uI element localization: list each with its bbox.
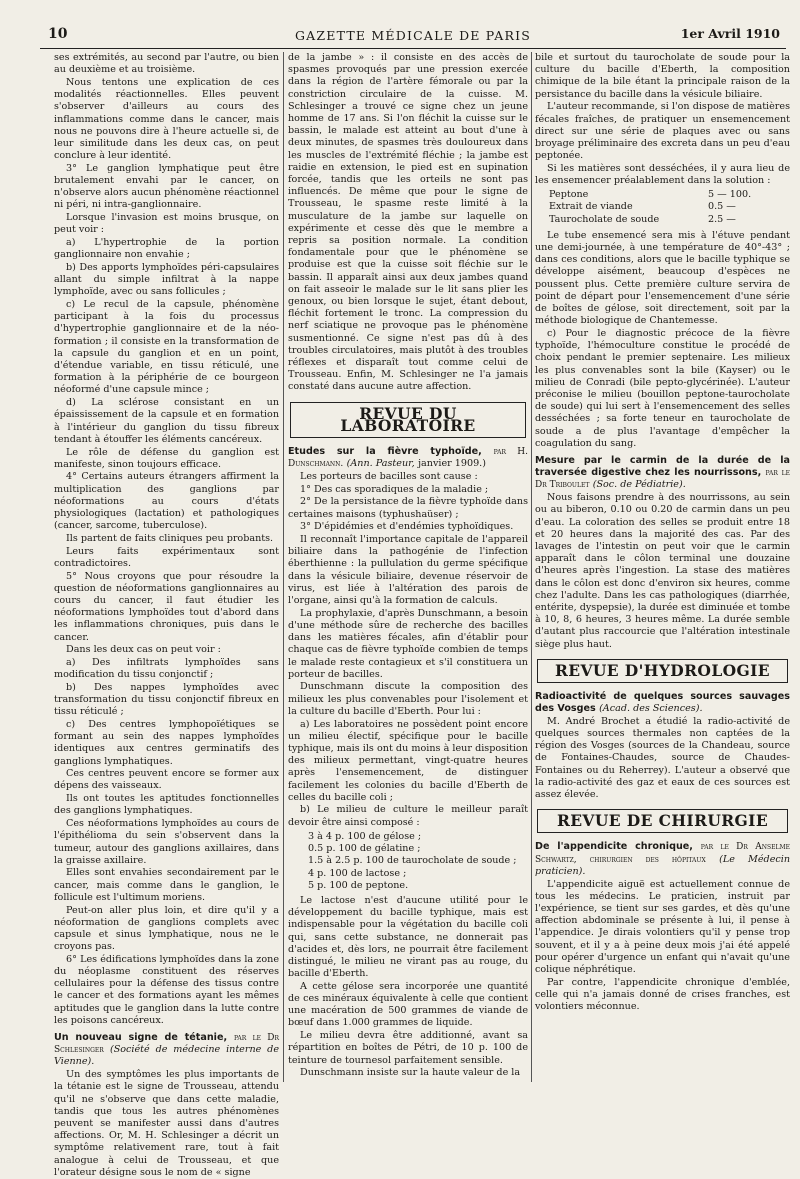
paragraph: Un des symptômes les plus importants de la tétanie est le signe de Trousseau, attendu qu'il ne s'observe que dans cette maladie, tandis que tous les autres phénomènes peuvent se manifester aussi dans d'autres affections. Or, M. H. Schlesinger a décrit un symptôme relativement rare, tout à fait analogue à celui de Trousseau, et que l'orateur désigne sous le nom de « signe [54,1069,279,1178]
ingredient-name: Peptone [549,189,589,201]
paragraph: 6° Les édifications lymphoïdes dans la zone du néoplasme constituent des réserves cellulaires pour la défense des tissus contre le cancer et des formations ayant les mêmes aptitudes que le ganglion dans la lutte contre les poisons cancéreux. [54,953,279,1026]
article-source: (Ann. Pasteur, [346,458,415,470]
article-author: par le Dr Schlesinger [54,1033,280,1056]
solution-table [549,189,754,226]
paragraph: A cette gélose sera incorporée une quantité de ces minéraux équivalente à celle que contient une macération de 500 grammes de viande de bœuf dans 1.000 grammes de liquide. [288,980,528,1029]
paragraph: 3° Le ganglion lymphatique peut être brutalement envahi par le cancer, on n'observe alors aucun phénomène réactionnel ni péri, ni intra-ganglionnaire. [54,162,279,211]
paragraph: d) La sclérose consistant en un épaississement de la capsule et en formation à l'intérieur du ganglion du tissu fibreux tendant à étouffer les éléments cancéreux. [54,397,279,445]
journal-title: GAZETTE MÉDICALE DE PARIS [294,28,532,43]
article-author: par H. Dunschmann. [288,447,528,470]
article-source: (Le Médecin praticien). [535,853,790,877]
column-divider [531,52,532,1082]
ingredient-name: Extrait de viande [549,201,633,213]
paragraph: Le rôle de défense du ganglion est manifeste, sinon toujours efficace. [54,446,279,470]
list-item: 0.5 p. 100 de gélatine ; [308,843,421,855]
paragraph: Dunschmann insiste sur la haute valeur de la [300,1067,521,1079]
ingredient-amount: 2.5 — [708,213,736,225]
paragraph: Il reconnaît l'importance capitale de l'appareil biliaire dans la pathogénie de l'infection éberthienne : la pullulation du germe spécifique dans la vésicule biliaire, devenue réservoir de virus, est liée à l'altération des parois de l'organe, ainsi qu'à la formation de calculs. [288,534,528,607]
paragraph: Le lactose n'est d'aucune utilité pour le développement du bacille typhique, mais est indispensable pour la végétation du bacille coli qui, sans cette substance, ne donnerait pas d'acides et, dès lors, ne pourrait être facilement distingué, le milieu ne virant pas au rouge, du bacille d'Eberth. [288,894,528,980]
paragraph: Elles sont envahies secondairement par le cancer, mais comme dans le ganglion, le follicule est l'ultimum moriens. [54,867,279,903]
header-rule [40,48,786,49]
paragraph: bile et surtout du taurocholate de soude pour la culture du bacille d'Eberth, la composition chimique de la bile étant la principale raison de la persistance du bacille dans la vésicule biliaire. [535,52,790,100]
section-title-laboratoire: REVUE DU LABORATOIRE [290,402,526,438]
ingredient-name: Taurocholate de soude [549,213,660,225]
paragraph: b) Le milieu de culture le meilleur paraît devoir être ainsi composé : [288,804,528,828]
ingredient-amount: 0.5 — [708,201,736,213]
article-heading [535,455,790,492]
article-title: Etudes sur la fièvre typhoïde, [288,446,482,458]
article-title: Mesure par le carmin de la durée de la traversée digestive chez les nourrissons, [535,455,790,479]
paragraph: 4° Certains auteurs étrangers affirment la multiplication des ganglions par néoformations au cours d'états physiologiques (lactation) et pathologiques (cancer, sarcome, tuberculose). [54,471,279,532]
paragraph: b) Des apports lymphoïdes péri-capsulaires allant du simple infiltrat à la nappe lymphoïde, avec ou sans follicules ; [54,261,279,298]
paragraph: 1° Des cas sporadiques de la maladie ; [300,483,489,495]
article-heading [54,1032,279,1069]
section-title-chirurgie: REVUE DE CHIRURGIE [537,809,788,833]
paragraph: Dans les deux cas on peut voir : [66,644,221,656]
paragraph: Par contre, l'appendicite chronique d'emblée, celle qui n'a jamais donné de crises franches, est volontiers méconnue. [535,976,790,1013]
paragraph: ses extrémités, au second par l'autre, ou bien au deuxième et au troisième. [54,52,279,76]
medium-composition-list [308,831,528,892]
table-row [549,201,754,213]
paragraph: Ces néoformations lymphoïdes au cours de l'épithélioma du sein s'observent dans la tumeur, autour des ganglions axillaires, dans la graisse axillaire. [54,818,279,866]
paragraph: 2° De la persistance de la fièvre typhoïde dans certaines maisons (typhushaüser) ; [288,496,528,520]
paragraph: c) Des centres lymphopoïétiques se formant au sein des nappes lymphoïdes identiques aux centres germinatifs des ganglions lymphatiques. [54,718,279,767]
article-heading [535,841,790,878]
paragraph: L'auteur recommande, si l'on dispose de matières fécales fraîches, de pratiquer un ensemencement direct sur une série de plaques avec ou sans broyage préliminaire des excreta dans un peu d'eau peptonée. [535,101,790,162]
list-item: 4 p. 100 de lactose ; [308,867,407,879]
table-row [549,214,754,226]
paragraph: Nous tentons une explication de ces modalités réactionnelles. Elles peuvent s'observer d'ailleurs au cours des inflammations comme dans le cancer, mais nous ne pouvons dire à l'heure actuelle si, de leur similitude dans les deux cas, on peut conclure à leur identité. [54,76,279,162]
paragraph: La prophylaxie, d'après Dunschmann, a besoin d'une méthode sûre de recherche des bacilles dans les matières fécales, afin d'établir pour chaque cas de fièvre typhoïde combien de temps le malade reste contagieux et s'il constituera un porteur de bacilles. [288,607,528,680]
article-heading [535,691,790,715]
column-3 [535,52,790,1082]
article-source: (Soc. de Pédiatrie). [592,479,686,491]
article-author: par le Dr Anselme Schwartz, chirurgien des hôpitaux [535,842,791,865]
article-title: Radioactivité de quelques sources sauvages des Vosges [535,690,790,715]
list-item: 3 à 4 p. 100 de gélose ; [308,830,422,842]
paragraph: b) Des nappes lymphoïdes avec transformation du tissu conjonctif fibreux en tissu réticulé ; [54,681,279,718]
paragraph: Nous faisons prendre à des nourrissons, au sein ou au biberon, 0.10 ou 0.20 de carmin dans un peu d'eau. La coloration des selles se produit entre 18 et 20 heures dans la majorité des cas. Par des lavages de l'intestin on peut voir que le carmin apparaît dans le côlon terminal une douzaine d'heures après l'ingestion. La stase des matières dans le côlon est donc d'environ six heures, comme chez l'adulte. Dans les cas pathologiques (diarrhée, entérite, dyspepsie), la durée est diminuée et tombe à 10, 8, 6 heures, 3 heures même. La durée semble d'autant plus raccourcie que l'altération intestinale siège plus haut. [535,492,790,650]
article-heading [288,446,528,470]
article-title: Un nouveau signe de tétanie, [54,1032,228,1044]
paragraph: Le tube ensemencé sera mis à l'étuve pendant une demi-journée, à une température de 40°-43° ; dans ces conditions, alors que le bacille typhique se développe aisément, beaucoup d'espèces ne poussent plus. Cette première culture servira de point de départ pour l'ensemencement d'une série de boîtes de gélose, soit directement, soit par la méthode biologique de Chantemesse. [535,229,790,327]
column-1 [54,52,280,1178]
paragraph: 5° Nous croyons que pour résoudre la question de néoformations ganglionnaires au cours du cancer, il faut étudier les néoformations lymphoïdes tout d'abord dans les inflammations chroniques, puis dans le cancer. [54,570,279,643]
paragraph: a) L'hypertrophie de la portion ganglionnaire non envahie ; [54,237,279,261]
paragraph: de la jambe » : il consiste en des accès de spasmes provoqués par une pression exercée dans la région de l'artère fémorale ou par la constriction circulaire de la cuisse. M. Schlesinger a trouvé ce signe chez un jeune homme de 17 ans. Si l'on fléchit la cuisse sur le bassin, le malade est atteint au bout d'une à deux minutes, de spasmes très douloureux dans les muscles de l'extrémité fléchie ; la jambe est raidie en extension, le pied est en supination forcée, tandis que les orteils ne sont pas influencés. De même que pour le signe de Trousseau, le spasme reste limité à la musculature de la jambe sur laquelle on expérimente et cesse dès que le membre a repris sa position normale. La condition fondamentale pour que le phénomène se produise est que la cuisse soit fléchie sur le bassin. Il apparaît ainsi aux deux jambes quand on fait asseoir le malade sur le lit sans plier les genoux, ou bien lorsque le sujet, étant debout, fléchit fortement le tronc. La compression du nerf sciatique ne provoque pas le phénomène susmentionné. Ce signe n'est pas dû à des troubles circulatoires, mais plutôt à des troubles réflexes et disparaît tout comme celui de Trousseau. Enfin, M. Schlesinger ne l'a jamais constaté dans aucune autre affection. [288,52,528,393]
paragraph: c) Le recul de la capsule, phénomène participant à la fois du processus d'hypertrophie ganglionnaire et de la néo-formation ; il consiste en la transformation de la capsule du ganglion et en un point, d'étendue variable, en tissu réticulé, une formation à la périphérie de ce bourgeon néoformé d'une capsule mince ; [54,299,279,396]
article-date: janvier 1909.) [418,458,486,470]
table-row [549,189,754,201]
ingredient-amount: 5 — 100. [708,189,752,201]
article-title: De l'appendicite chronique, [535,841,693,853]
list-item: 1.5 à 2.5 p. 100 de taurocholate de soude ; [308,855,517,867]
page-header [40,26,786,46]
paragraph: Les porteurs de bacilles sont cause : [300,471,478,482]
paragraph: L'appendicite aiguë est actuellement connue de tous les médecins. Le praticien, instruit par l'expérience, se tient sur ses gardes, et dès qu'une affection abdominale se présente à lui, il pense à l'appendice. Je dirais volontiers qu'il y pense trop souvent, et il y a à peine deux mois j'ai été appelé pour opérer d'urgence un enfant qui n'avait qu'une colique néphrétique. [535,878,790,976]
article-source: (Société de médecine interne de Vienne). [54,1044,279,1068]
paragraph: Si les matières sont desséchées, il y aura lieu de les ensemencer préalablement dans la solution : [535,162,790,187]
paragraph: Ils partent de faits cliniques peu probants. [66,532,274,544]
paragraph: Ils ont toutes les aptitudes fonctionnelles des ganglions lymphatiques. [54,793,279,817]
paragraph: a) Les laboratoires ne possèdent point encore un milieu électif, spécifique pour le bacille typhique, mais ils ont du moins à leur disposition des milieux permettant, vingt-quatre heures après l'ensemencement, de distinguer facilement les colonies du bacille d'Eberth de celles du bacille coli ; [288,718,528,803]
paragraph: Leurs faits expérimentaux sont contradictoires. [54,545,279,569]
page-number: 10 [48,26,68,42]
paragraph: 3° D'épidémies et d'endémies typhoïdiques. [300,521,514,533]
column-divider [283,52,284,1082]
paragraph: Le milieu devra être additionné, avant sa répartition en boîtes de Pétri, de 10 p. 100 de teinture de tournesol parfaitement sensible. [288,1030,528,1066]
paragraph: Peut-on aller plus loin, et dire qu'il y a néoformation de ganglions complets avec capsule et sinus lymphatique, nous ne le croyons pas. [54,904,279,953]
issue-date: 1er Avril 1910 [680,26,780,41]
paragraph: c) Pour le diagnostic précoce de la fièvre typhoïde, l'hémoculture constitue le procédé de choix pendant le premier septenaire. Les milieux les plus convenables sont la bile (Kayser) ou le milieu de Conradi (bile pepto-glycérinée). L'auteur préconise le milieu (bouillon peptone-taurocholate de soude) qui lui sert à l'ensemencement des selles desséchées ; sa forte teneur en taurocholate de soude a de plus l'avantage d'empêcher la coagulation du sang. [535,327,790,449]
list-item: 5 p. 100 de peptone. [308,879,409,891]
paragraph: Dunschmann discute la composition des milieux les plus convenables pour l'isolement et la culture du bacille d'Eberth. Pour lui : [288,681,528,717]
column-2 [288,52,528,1082]
section-title-hydrologie: REVUE D'HYDROLOGIE [537,659,788,683]
paragraph: Ces centres peuvent encore se former aux dépens des vaisseaux. [54,768,279,792]
article-author: par le Dr Triboulet [535,468,790,491]
paragraph: Lorsque l'invasion est moins brusque, on peut voir : [54,212,279,236]
paragraph: a) Des infiltrats lymphoïdes sans modification du tissu conjonctif ; [54,656,279,681]
paragraph: M. André Brochet a étudié la radio-activité de quelques sources thermales non captées de la région des Vosges (sources de la Chandeau, source de Fontaines-Chaudes, source de Chaudes-Fontaines ou du Reherrey). L'auteur a observé que la radio-activité des gaz et eaux de ces sources est assez élevée. [535,715,790,801]
article-source: (Acad. des Sciences). [599,703,703,715]
